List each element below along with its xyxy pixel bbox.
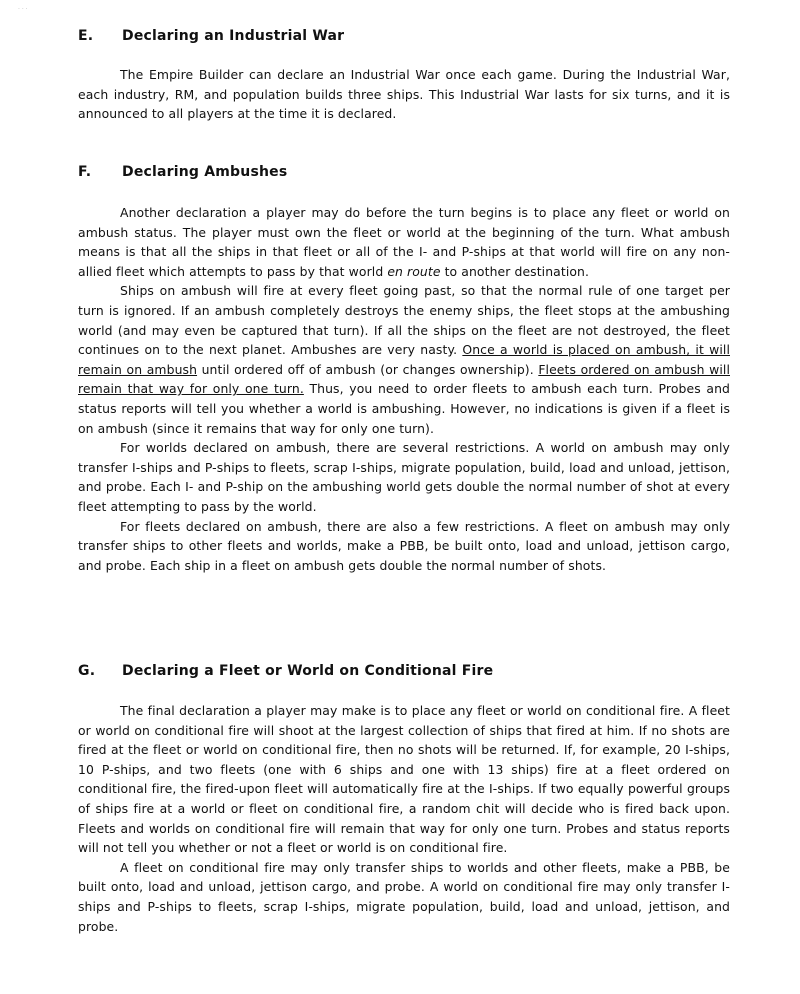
- section-f-paragraph-3: For worlds declared on ambush, there are several restrictions. A world on ambush may only transfer I-ships and P-ships to fleets, scrap I-ships, migrate population, build, load and unload, jettison, and probe. Each I- and P-ship on the ambushing world gets double the normal number of shot at every fleet attempting to pass by the world.: [78, 440, 730, 514]
- section-e: [78, 26, 730, 124]
- section-f-p1-emphasis: en route: [387, 263, 441, 279]
- section-f-letter: F.: [78, 164, 92, 180]
- section-g-paragraph-2: A fleet on conditional fire may only transfer ships to worlds and other fleets, make a PBB, be built onto, load and unload, jettison cargo, and probe. A world on conditional fire may only transfer I-ships and P-ships to fleets, scrap I-ships, migrate population, build, load and unload, jettison, and probe.: [78, 859, 730, 934]
- section-g-title: Declaring a Fleet or World on Conditional Fire: [122, 663, 494, 679]
- section-e-heading: [78, 26, 730, 46]
- section-f-p2-middle: until ordered off of ambush (or changes ownership).: [197, 361, 539, 377]
- section-f-paragraph-4: For fleets declared on ambush, there are also a few restrictions. A fleet on ambush may only transfer ships to other fleets and worlds, make a PBB, be built onto, load and unload, jettison cargo, and probe. Each ship in a fleet on ambush gets double the normal number of shots.: [78, 518, 730, 573]
- section-f-p2-text: Ships on ambush will fire at every fleet going past, so that the normal rule of one target per turn is ignored. If an ambush completely destroys the enemy ships, the fleet stops at the ambushing world (and may even be captured that turn). If all the ships on the fleet are not destroyed, the fleet continues on to the next planet. Ambushes are very nasty.: [78, 283, 730, 358]
- section-f-paragraph-2: [78, 281, 730, 438]
- section-e-title: Declaring an Industrial War: [122, 28, 345, 44]
- section-f-title: Declaring Ambushes: [122, 164, 288, 180]
- section-g-paragraph-1: The final declaration a player may make is to place any fleet or world on conditional fire. A fleet or world on conditional fire will shoot at the largest collection of ships that fired at him. If no shots are fired at the fleet or world on conditional fire, then no shots will be returned. If, for example, 20 I-ships, 10 P-ships, and two fleets (one with 6 ships and one with 13 ships) fire at a fleet ordered on conditional fire, the fired-upon fleet will automatically fire at the I-ships. If two equally powerful groups of ships fire at a world or fleet on conditional fire, a random chit will decide who is fired back upon. Fleets and worlds on conditional fire will remain that way for only one turn. Probes and status reports will not tell you whether or not a fleet or world is on conditional fire.: [78, 703, 730, 856]
- section-f-p1-text: Another declaration a player may do before the turn begins is to place any fleet or world on ambush status. The player must own the fleet or world at the beginning of the turn. What ambush means is that all the ships in that fleet or all of the I- and P-ships at that world will fire on any non-allied fleet which attempts to pass by that world: [78, 205, 730, 279]
- section-f: [78, 162, 730, 575]
- section-e-letter: E.: [78, 28, 94, 44]
- section-f-p2-tail: Thus, you need to order fleets to ambush each turn. Probes and status reports will tell you whether a world is ambushing. However, no indications is given if a fleet is on ambush (since it remains that way for only one turn).: [78, 381, 730, 436]
- section-f-p1-tail: to another destination.: [440, 263, 590, 279]
- section-f-heading: [78, 162, 730, 182]
- section-g-letter: G.: [78, 663, 96, 679]
- section-f-p2-underline-1: Once a world is placed on ambush, it will remain on ambush: [78, 342, 730, 377]
- scan-speck: · · ·: [18, 6, 28, 13]
- section-f-paragraph-1: [78, 203, 730, 281]
- section-e-paragraph-1: The Empire Builder can declare an Industrial War once each game. During the Industrial War, each industry, RM, and population builds three ships. This Industrial War lasts for six turns, and it is announced to all players at the time it is declared.: [78, 67, 730, 122]
- section-g: [78, 661, 730, 936]
- section-g-heading: [78, 661, 730, 681]
- section-f-p2-underline-2: Fleets ordered on ambush will remain that way for only one turn.: [78, 361, 730, 397]
